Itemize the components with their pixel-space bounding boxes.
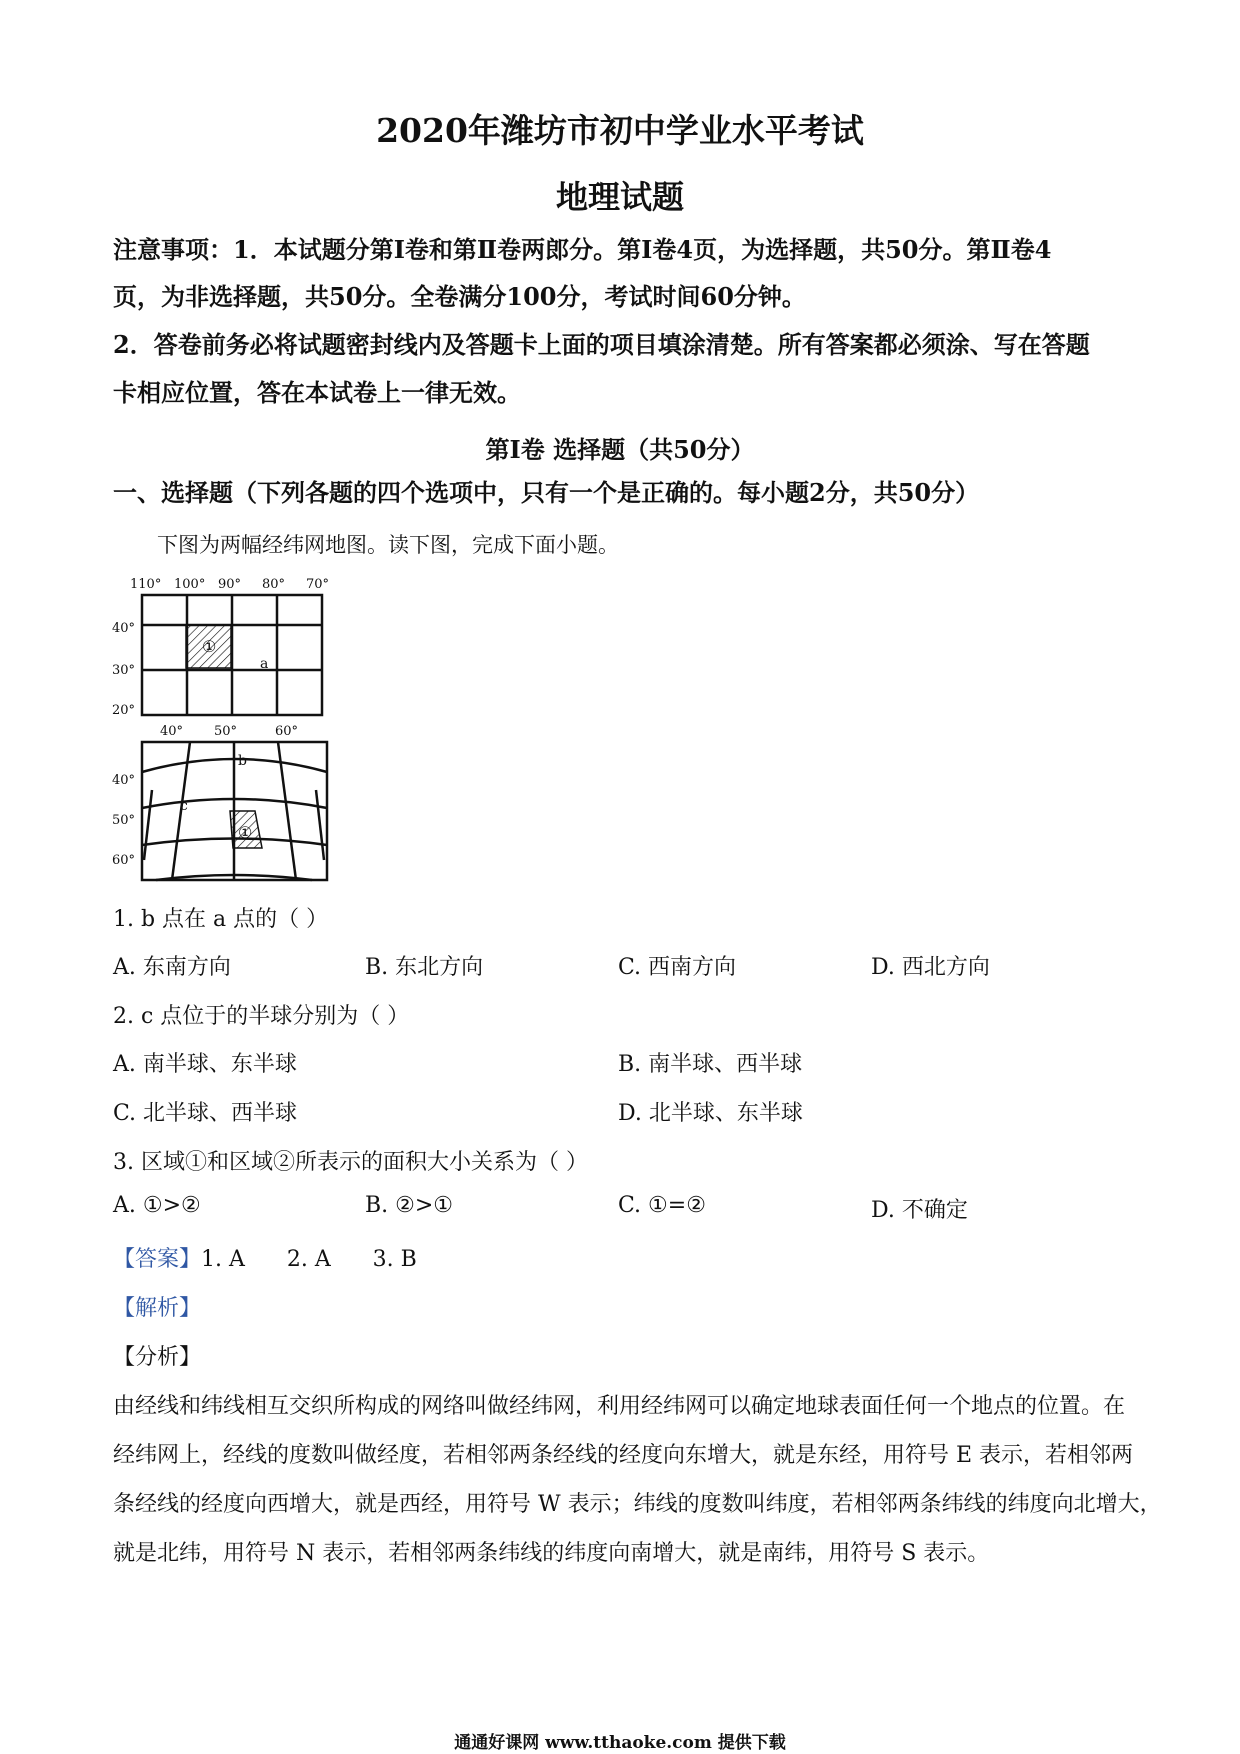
q2-option-b: B. 南半球、西半球 bbox=[618, 1052, 803, 1077]
footer-watermark: 通通好课网 www.tthaoke.com 提供下载 bbox=[454, 1733, 786, 1753]
map1-lat-label: 20° bbox=[112, 703, 136, 718]
exam-title: 2020年潍坊市初中学业水平考试 bbox=[376, 111, 864, 150]
q3-option-d: D. 不确定 bbox=[871, 1198, 968, 1223]
q2-option-d: D. 北半球、东半球 bbox=[618, 1101, 803, 1126]
q1-option-d: D. 西北方向 bbox=[871, 955, 990, 980]
analysis-line-2: 经纬网上，经线的度数叫做经度，若相邻两条经线的经度向东增大，就是东经，用符号 E 表示，若相邻两 bbox=[113, 1443, 1134, 1468]
exam-subtitle: 地理试题 bbox=[555, 178, 684, 216]
map1-lat-label: 40° bbox=[112, 621, 136, 636]
region-2-label: ① bbox=[238, 823, 253, 842]
map2-lon-label: 40° bbox=[160, 724, 184, 739]
map-grid-1 bbox=[110, 570, 350, 720]
analysis-label: 【解析】 bbox=[113, 1296, 202, 1321]
q3-option-c: C. ①=② bbox=[618, 1193, 706, 1218]
q3-option-b: B. ②>① bbox=[365, 1193, 454, 1218]
region-1-label: ① bbox=[202, 637, 217, 656]
map1-lon-label: 110° bbox=[130, 577, 162, 592]
answer-label: 【答案】 bbox=[113, 1247, 202, 1272]
q1-option-c: C. 西南方向 bbox=[618, 955, 737, 980]
point-b-label: b bbox=[238, 753, 247, 769]
map1-lat-label: 30° bbox=[112, 663, 136, 678]
notice-line-1: 注意事项：1．本试题分第Ⅰ卷和第Ⅱ卷两郎分。第Ⅰ卷4页，为选择题，共50分。第Ⅱ卷4 bbox=[113, 235, 1052, 264]
map2-lat-label: 60° bbox=[112, 853, 136, 868]
q2-option-c: C. 北半球、西半球 bbox=[113, 1101, 298, 1126]
map1-lon-label: 70° bbox=[306, 577, 330, 592]
map2-lon-label: 60° bbox=[275, 724, 299, 739]
answer-text: 1. A 2. A 3. B bbox=[201, 1247, 417, 1272]
figure-intro: 下图为两幅经纬网地图。读下图，完成下面小题。 bbox=[157, 533, 619, 557]
question-3-stem: 3. 区域①和区域②所表示的面积大小关系为（ ） bbox=[113, 1150, 588, 1175]
section-title: 第Ⅰ卷 选择题（共50分） bbox=[485, 435, 755, 464]
q1-option-b: B. 东北方向 bbox=[365, 955, 484, 980]
q3-option-a: A. ①>② bbox=[113, 1193, 201, 1218]
map2-lat-label: 40° bbox=[112, 773, 136, 788]
map1-lon-label: 90° bbox=[218, 577, 242, 592]
analysis-line-1: 由经线和纬线相互交织所构成的网络叫做经纬网，利用经纬网可以确定地球表面任何一个地点的位置。在 bbox=[113, 1394, 1126, 1419]
analysis-line-3: 条经线的经度向西增大，就是西经，用符号 W 表示；纬线的度数叫纬度，若相邻两条纬线的纬度向北增大， bbox=[113, 1492, 1162, 1517]
q2-option-a: A. 南半球、东半球 bbox=[113, 1052, 297, 1077]
point-a-label: a bbox=[260, 656, 269, 672]
question-1-stem: 1. b 点在 a 点的（ ） bbox=[113, 907, 329, 932]
analysis-line-4: 就是北纬，用符号 N 表示，若相邻两条纬线的纬度向南增大，就是南纬，用符号 S 表示。 bbox=[113, 1541, 990, 1566]
map1-lon-label: 100° bbox=[174, 577, 206, 592]
question-2-stem: 2. c 点位于的半球分别为（ ） bbox=[113, 1004, 410, 1029]
part-heading: 一、选择题（下列各题的四个选项中，只有一个是正确的。每小题2分，共50分） bbox=[113, 478, 980, 507]
q1-option-a: A. 东南方向 bbox=[113, 955, 231, 980]
map2-lat-label: 50° bbox=[112, 813, 136, 828]
fenxi-label: 【分析】 bbox=[113, 1345, 202, 1370]
notice-line-3: 2．答卷前务必将试题密封线内及答题卡上面的项目填涂清楚。所有答案都必须涂、写在答题 bbox=[113, 330, 1090, 359]
notice-line-2: 页，为非选择题，共50分。全卷满分100分，考试时间60分钟。 bbox=[113, 282, 806, 311]
map2-lon-label: 50° bbox=[214, 724, 238, 739]
point-c-label: c bbox=[180, 798, 188, 814]
answer-row bbox=[113, 1242, 417, 1273]
map-grid-2 bbox=[110, 720, 350, 885]
notice-line-4: 卡相应位置，答在本试卷上一律无效。 bbox=[113, 378, 521, 407]
map1-lon-label: 80° bbox=[262, 577, 286, 592]
